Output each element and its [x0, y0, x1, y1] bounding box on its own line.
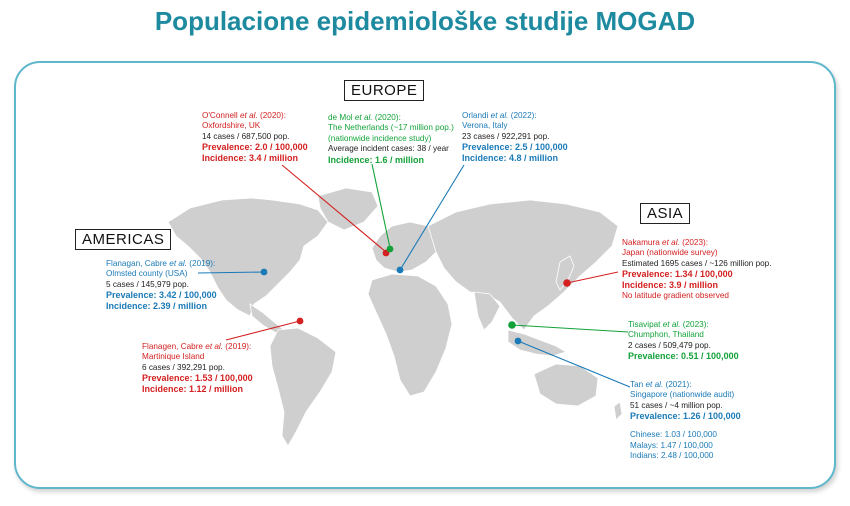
year: (2020):	[372, 113, 401, 122]
year: (2023):	[680, 320, 709, 329]
note: No latitude gradient observed	[622, 291, 729, 301]
ethnic-indians: Indians: 2.48 / 100,000	[630, 451, 714, 461]
author: Tisavipat	[628, 320, 663, 329]
new-zealand-shape	[614, 402, 622, 420]
place: Verona, Italy	[462, 121, 508, 131]
marker-singapore	[515, 338, 522, 345]
year: (2019):	[223, 342, 252, 351]
south-america-shape	[270, 328, 336, 446]
prevalence: Prevalence: 3.42 / 100,000	[106, 290, 217, 301]
et-al: et al.	[169, 259, 188, 268]
incidence: Incidence: 3.4 / million	[202, 153, 299, 164]
marker-netherlands	[387, 246, 394, 253]
et-al: et al.	[662, 320, 681, 329]
place: Olmsted county (USA)	[106, 269, 188, 279]
annotation-orlandi	[462, 111, 568, 164]
place: The Netherlands (~17 million pop.)	[328, 123, 454, 133]
place: Oxfordshire, UK	[202, 121, 261, 131]
marker-japan	[563, 279, 571, 287]
author: Flanagen, Cabre	[142, 342, 206, 351]
region-label-europe: EUROPE	[344, 80, 424, 101]
cases: 6 cases / 392,291 pop.	[142, 362, 225, 372]
annotation-olmsted	[106, 259, 217, 312]
marker-verona	[397, 267, 404, 274]
note: (nationwide incidence study)	[328, 133, 432, 143]
et-al: et al.	[239, 111, 258, 120]
et-al: et al.	[490, 111, 509, 120]
land-masses	[168, 188, 622, 446]
incidence: Incidence: 1.6 / million	[328, 154, 425, 165]
prevalence: Prevalence: 1.53 / 100,000	[142, 373, 253, 384]
year: (2021):	[663, 380, 692, 389]
cases: Average incident cases: 38 / year	[328, 144, 449, 154]
incidence: Incidence: 2.39 / million	[106, 301, 208, 312]
region-label-asia: ASIA	[640, 203, 690, 224]
incidence: Incidence: 3.9 / million	[622, 280, 719, 291]
marker-chumphon	[508, 321, 516, 329]
asia-shape	[428, 200, 618, 330]
author: Orlandi	[462, 111, 491, 120]
place: Singapore (nationwide audit)	[630, 390, 735, 400]
marker-olmsted	[261, 269, 268, 276]
incidence: Incidence: 4.8 / million	[462, 153, 559, 164]
line-tisavipat	[512, 325, 628, 332]
prevalence: Prevalence: 1.34 / 100,000	[622, 269, 733, 280]
author: Flanagan, Cabre	[106, 259, 170, 268]
ethnic-chinese: Chinese: 1.03 / 100,000	[630, 430, 717, 440]
author: Nakamura	[622, 238, 663, 247]
annotation-oconnell	[202, 111, 308, 164]
prevalence: Prevalence: 1.26 / 100,000	[630, 411, 741, 422]
prevalence: Prevalence: 2.5 / 100,000	[462, 142, 568, 153]
annotation-nakamura	[622, 238, 772, 302]
cases: 5 cases / 145,979 pop.	[106, 279, 189, 289]
year: (2022):	[508, 111, 537, 120]
place: Japan (nationwide survey)	[622, 248, 718, 258]
incidence: Incidence: 1.12 / million	[142, 384, 244, 395]
africa-shape	[368, 274, 452, 396]
author: O'Connell	[202, 111, 240, 120]
region-label-americas: AMERICAS	[75, 229, 171, 250]
prevalence: Prevalence: 0.51 / 100,000	[628, 351, 739, 362]
annotation-tan	[630, 380, 741, 461]
place: Chumphon, Thailand	[628, 330, 704, 340]
cases: 51 cases / ~4 million pop.	[630, 400, 723, 410]
annotation-demol	[328, 113, 454, 166]
cases: Estimated 1695 cases / ~126 million pop.	[622, 258, 772, 268]
year: (2019):	[187, 259, 216, 268]
cases: 2 cases / 509,479 pop.	[628, 340, 711, 350]
annotation-tisavipat	[628, 320, 739, 362]
et-al: et al.	[662, 238, 680, 247]
author: Tan	[630, 380, 646, 389]
year: (2023):	[679, 238, 709, 247]
prevalence: Prevalence: 2.0 / 100,000	[202, 142, 308, 153]
slide-title: Populacione epidemiološke studije MOGAD	[154, 6, 696, 36]
cases: 14 cases / 687,500 pop.	[202, 131, 290, 141]
et-al: et al.	[205, 342, 224, 351]
ethnic-malays: Malays: 1.47 / 100,000	[630, 440, 713, 450]
cases: 23 cases / 922,291 pop.	[462, 131, 550, 141]
et-al: et al.	[645, 380, 664, 389]
author: de Mol	[328, 113, 355, 122]
year: (2020):	[257, 111, 286, 120]
annotation-martinique	[142, 342, 253, 395]
et-al: et al.	[354, 113, 373, 122]
marker-martinique	[297, 318, 304, 325]
place: Martinique Island	[142, 352, 205, 362]
